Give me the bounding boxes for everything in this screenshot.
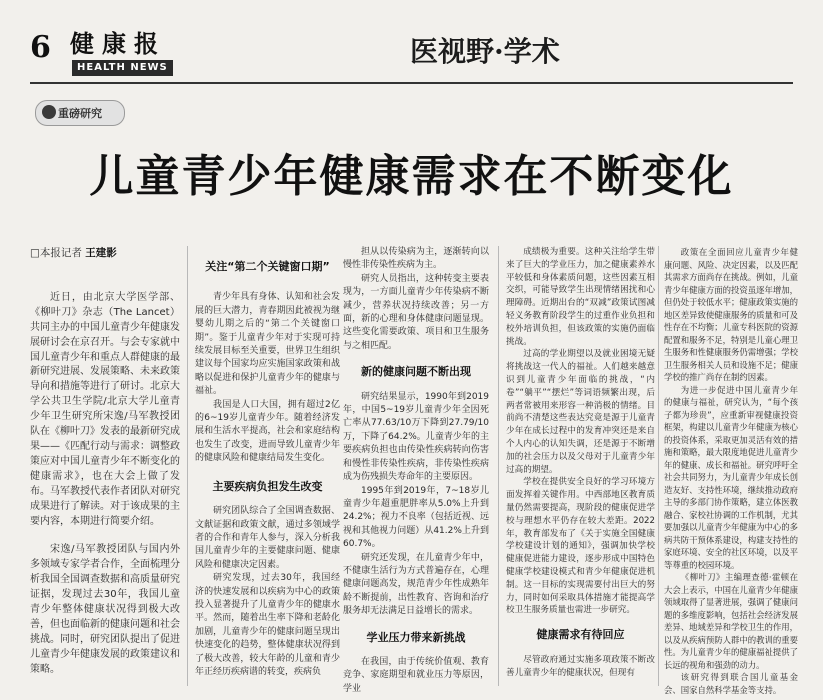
- paragraph: 宋逸/马军教授团队与国内外多领域专家学者合作，全面梳理分析我国全国调查数据和高质量研究证据，发现过去30年，我国儿童青少年整体健康状况得到极大改善，但也面临新的健康问题和社会挑战。同时，研究团队提出了促进儿童青少年健康发展的政策建议和策略。: [30, 544, 180, 675]
- paragraph: 我国是人口大国，拥有超过2亿的6~19岁儿童青少年。随着经济发展和生活水平提高，社会和家庭结构也发生了改变，进而导致儿童青少年的健康风险和健康结局发生变化。: [195, 399, 340, 464]
- paragraph: 该研究得到联合国儿童基金会、国家自然科学基金等支持。: [664, 672, 798, 695]
- paragraph: 1995年到2019年，7~18岁儿童青少年超重肥胖率从5.0%上升到24.2%；视力不良率（包括近视、远视和其他视力问题）从41.2%上升到60.7%。: [343, 485, 489, 550]
- column-divider: [498, 246, 499, 686]
- newspaper-logo-en: HEALTH NEWS: [72, 60, 173, 76]
- page-number: 6: [30, 30, 51, 65]
- section-badge: [35, 100, 125, 126]
- masthead-rule: [30, 82, 793, 84]
- subheading: 新的健康问题不断出现: [361, 365, 471, 379]
- paragraph: 成绩极为重要。这种关注给学生带来了巨大的学业压力，加之健康素养水平较低和身体素质问题，这些因素互相交织，可能导致学生出现情绪困扰和心理障碍。近期出台的“双减”政策试图减轻义务教育阶段学生的过重作业负担和校外培训负担，但该政策的实施仍面临挑战。: [506, 247, 655, 347]
- column-5: [664, 246, 798, 696]
- byline: [30, 246, 180, 261]
- paragraph: 研究还发现，在儿童青少年中，不健康生活行为方式普遍存在，心理健康问题高发，规范青少年性成熟年龄不断提前，出性教育、咨询和治疗服务却无法满足日益增长的需求。: [343, 552, 489, 617]
- paragraph: 研究人员指出，这种转变主要表现为，一方面儿童青少年传染病不断减少，营养状况持续改善；另一方面，新的心理和身体健康问题显现。这些变化需要政策、项目和卫生服务与之相匹配。: [343, 273, 489, 351]
- paragraph: 政策在全面回应儿童青少年健康问题、风险、决定因素，以及匹配其需求方面尚存在挑战。例如，儿童青少年健康方面的投资虽逐年增加，但仍处于较低水平；健康政策实施的地区差异致使健康服务的质量和可及性存在不均衡；儿童专科医院的资源配置和服务不足，特别是儿童心理卫生服务和性健康服务仍需增强；学校卫生服务相关人员和设施不足；健康学校的推广尚存在制约因素。: [664, 247, 798, 382]
- newspaper-logo: 健康报: [70, 29, 166, 58]
- byline-prefix: □本报记者: [30, 247, 82, 259]
- section-title: 医视野·学术: [410, 35, 560, 68]
- paragraph: 过高的学业期望以及就业困境无疑将挑战这一代人的福祉。人们越来越意识到儿童青少年面临的挑战，“内卷”“躺平”“摆烂”等词语频繁出现，后两者常被用来形容一种消极的情绪。目前尚不清楚这些表达究竟是源于儿童青少年在成长过程中的发育冲突还是来自个人内心的认知失调，还是源于不断增加的社会压力以及父母对于儿童青少年过高的期望。: [506, 349, 655, 475]
- paragraph: 在我国，由于传统价值观、教育竞争、家庭期望和就业压力等原因，学业: [343, 656, 489, 694]
- paragraph: 研究团队综合了全国调查数据、文献证据和政策文献，通过多领域学者的合作和青年人参与，深入分析我国儿童青少年的主要健康问题、健康风险和健康决定因素。: [195, 506, 340, 570]
- article-headline: 儿童青少年健康需求在不断变化: [89, 151, 734, 202]
- paragraph: 尽管政府通过实施多项政策不断改善儿童青少年的健康状况，但现有: [506, 654, 655, 678]
- column-divider: [658, 246, 659, 686]
- column-1: [30, 246, 180, 678]
- paragraph: 学校在提供安全良好的学习环境方面发挥着关键作用。中西部地区教育质量仍然需要提高，现阶段的健康促进学校与理想水平仍存在较大差距。2022年，教育部发布了《关于实施全国健康学校建设计划的通知》，强调加快学校健康促进能力建设，逐步形成中国特色健康学校建设模式和青少年健康促进机制。这一目标的实现需要付出巨大的努力，同时如何采取具体措施才能提高学校卫生服务质量也需进一步研究。: [506, 477, 655, 616]
- paragraph: 为进一步促进中国儿童青少年的健康与福祉，研究认为，“每个孩子都为珍贵”，应重新审视健康投资框架，构建以儿童青少年健康为核心的投资体系，采取更加灵活有效的措施和策略，最大限度地促进儿童青少年的健康、成长和福祉。研究呼吁全社会共同努力，为儿童青少年成长创造友好、支持性环境，继续推动政府主导的多部门协作策略，建立体医教融合、家校社协调的工作机制，尤其要加强以儿童青少年健康为中心的多病共防干预体系建设，构建支持性的家庭环境、安全的社区环境，以及平等尊重的校园环境。: [664, 384, 798, 570]
- masthead: [0, 0, 823, 86]
- intro-paragraph: 近日，由北京大学医学部、《柳叶刀》杂志（The Lancet）共同主办的中国儿童青少年健康发展研讨会在京召开。与会专家就中国儿童青少年和重点人群健康的最新研究进展、发展策略、未来政策导向和措施等进行了研讨。北京大学公共卫生学院/北京大学儿童青少年卫生研究所宋逸/马军教授团队在《柳叶刀》发表的最新研究成果——《匹配行动与需求：调整政策应对中国儿童青少年不断变化的健康需求》，也在大会上做了发布。马军教授代表作者团队对研究成果进行了解读。对于该成果的主要内容，本期进行简要介绍。: [30, 291, 180, 527]
- column-4: [506, 246, 655, 680]
- column-divider: [187, 246, 188, 686]
- subheading: 健康需求有待回应: [536, 628, 625, 642]
- paragraph: 《柳叶刀》主编理查德·霍顿在大会上表示，中国在儿童青少年健康领域取得了显著进展，强调了健康问题的多维度影响，包括社会经济发展差异、地域差异和学校卫生的作用，以及从疾病预防人群中的教训的重要性。为儿童青少年的健康福祉提供了长远的视角和强劲的动力。: [664, 572, 798, 670]
- subheading: 关注“第二个关键窗口期”: [205, 260, 330, 273]
- paragraph: 担从以传染病为主，逐渐转向以慢性非传染性疾病为主。: [343, 247, 489, 271]
- paragraph: 研究发现，过去30年，我国经济的快速发展和以疾病为中心的政策投入显著提升了儿童青少年的健康水平。然而，随着出生率下降和老龄化加剧，儿童青少年的健康问题呈现出快速变化的趋势，整体健康状况得到了极大改善，较大年龄的儿童和青少年正经历疾病谱的转变，疾病负: [195, 573, 340, 677]
- paragraph: 青少年具有身体、认知和社会发展的巨大潜力，青春期因此被视为继婴幼儿期之后的“第二个关键窗口期”。鉴于儿童青少年对于实现可持续发展目标至关重要，世界卫生组织建议每个国家均应实施国家政策和战略以促进和保护儿童青少年的健康与福祉。: [195, 292, 340, 397]
- badge-label: 重磅研究: [58, 107, 102, 120]
- badge-dot-icon: [42, 105, 56, 119]
- column-3: [343, 246, 489, 696]
- paragraph: 研究结果显示，1990年到2019年，中国5~19岁儿童青少年全因死亡率从77.63/10万下降到27.79/10万，下降了64.2%。儿童青少年的主要疾病负担也由传染性疾病转向伤害和慢性非传染性疾病，非传染性疾病成为伤残损失寿命年的主要原因。: [343, 391, 489, 483]
- column-2: [195, 246, 340, 679]
- subheading: 学业压力带来新挑战: [366, 630, 466, 644]
- byline-author: 王建影: [85, 247, 117, 259]
- subheading: 主要疾病负担发生改变: [212, 479, 323, 493]
